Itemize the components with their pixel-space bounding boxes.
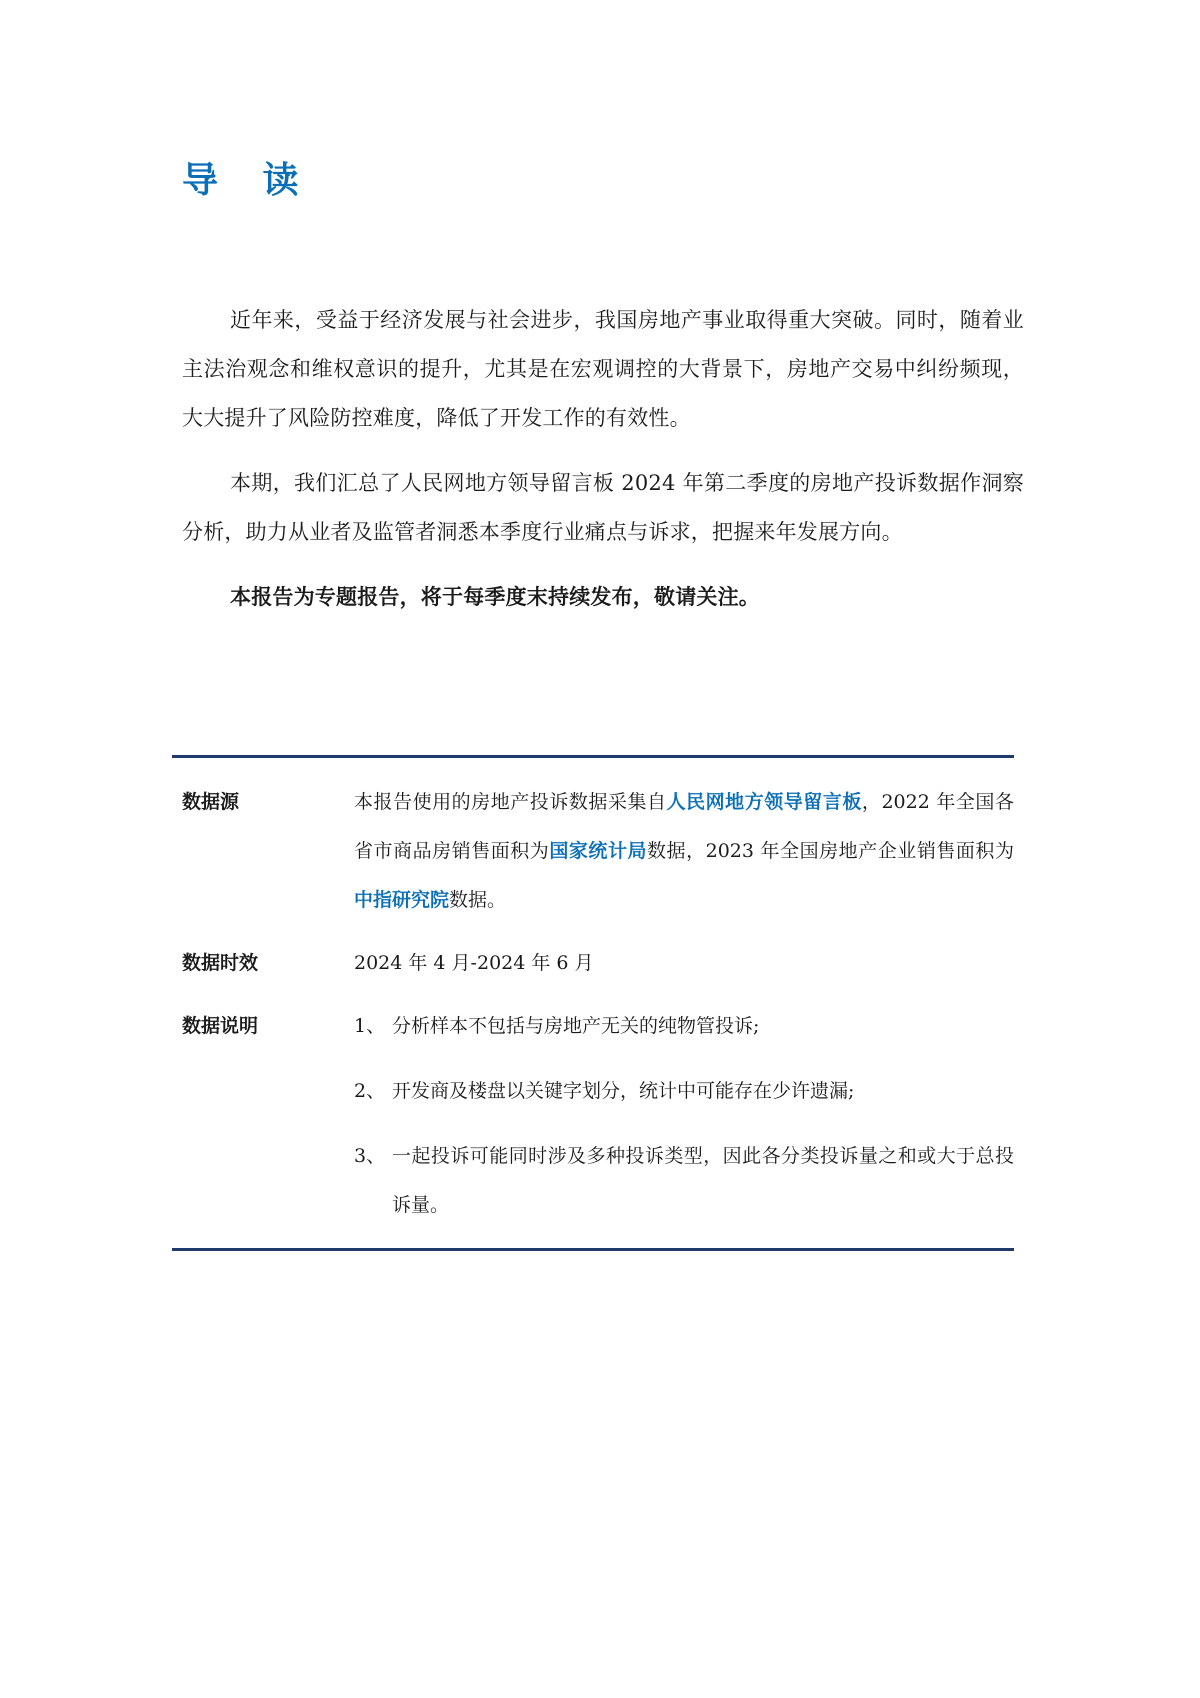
- data-source-text: [354, 778, 1014, 925]
- data-period-value: 2024 年 4 月-2024 年 6 月: [354, 952, 594, 974]
- note-item: [354, 1067, 1014, 1116]
- data-notes-row: [172, 1002, 1014, 1230]
- page-title: 导 读: [182, 160, 315, 201]
- source-link-people-daily[interactable]: 人民网地方领导留言板: [666, 791, 862, 813]
- intro-paragraph-1: 近年来，受益于经济发展与社会进步，我国房地产事业取得重大突破。同时，随着业主法治观念和维权意识的提升，尤其是在宏观调控的大背景下，房地产交易中纠纷频现，大大提升了风险防控难度，降低了开发工作的有效性。: [182, 308, 1024, 430]
- note-number: 1、: [354, 1015, 386, 1037]
- source-text-2: ，2022 年全国各省市商品房销售面积为: [354, 791, 1014, 862]
- note-text: 开发商及楼盘以关键字划分，统计中可能存在少许遗漏;: [392, 1080, 855, 1102]
- data-source-row: [172, 778, 1014, 925]
- data-notes-list: [354, 1002, 1014, 1230]
- data-info-box: [172, 755, 1014, 1251]
- source-link-nbs[interactable]: 国家统计局: [549, 840, 648, 862]
- data-period-row: [172, 939, 1014, 988]
- source-text-1: 本报告使用的房地产投诉数据采集自: [354, 791, 667, 813]
- intro-section: [182, 296, 1024, 638]
- intro-paragraph-2: 本期，我们汇总了人民网地方领导留言板 2024 年第二季度的房地产投诉数据作洞察分析，助力从业者及监管者洞悉本季度行业痛点与诉求，把握来年发展方向。: [182, 471, 1024, 544]
- note-item: [354, 1132, 1014, 1230]
- source-link-cih[interactable]: 中指研究院: [354, 889, 450, 911]
- top-divider: [172, 755, 1014, 758]
- bottom-divider: [172, 1248, 1014, 1251]
- note-number: 2、: [354, 1080, 386, 1102]
- data-notes-label: 数据说明: [182, 1015, 259, 1037]
- data-period-label: 数据时效: [182, 952, 259, 974]
- note-number: 3、: [354, 1145, 386, 1167]
- data-source-label: 数据源: [182, 791, 240, 813]
- note-text: 一起投诉可能同时涉及多种投诉类型，因此各分类投诉量之和或大于总投诉量。: [392, 1145, 1014, 1216]
- source-text-4: 数据。: [449, 889, 507, 911]
- note-text: 分析样本不包括与房地产无关的纯物管投诉;: [392, 1015, 760, 1037]
- publication-note: 本报告为专题报告，将于每季度末持续发布，敬请关注。: [230, 585, 760, 609]
- source-text-3: 数据，2023 年全国房地产企业销售面积为: [647, 840, 1014, 862]
- note-item: [354, 1002, 1014, 1051]
